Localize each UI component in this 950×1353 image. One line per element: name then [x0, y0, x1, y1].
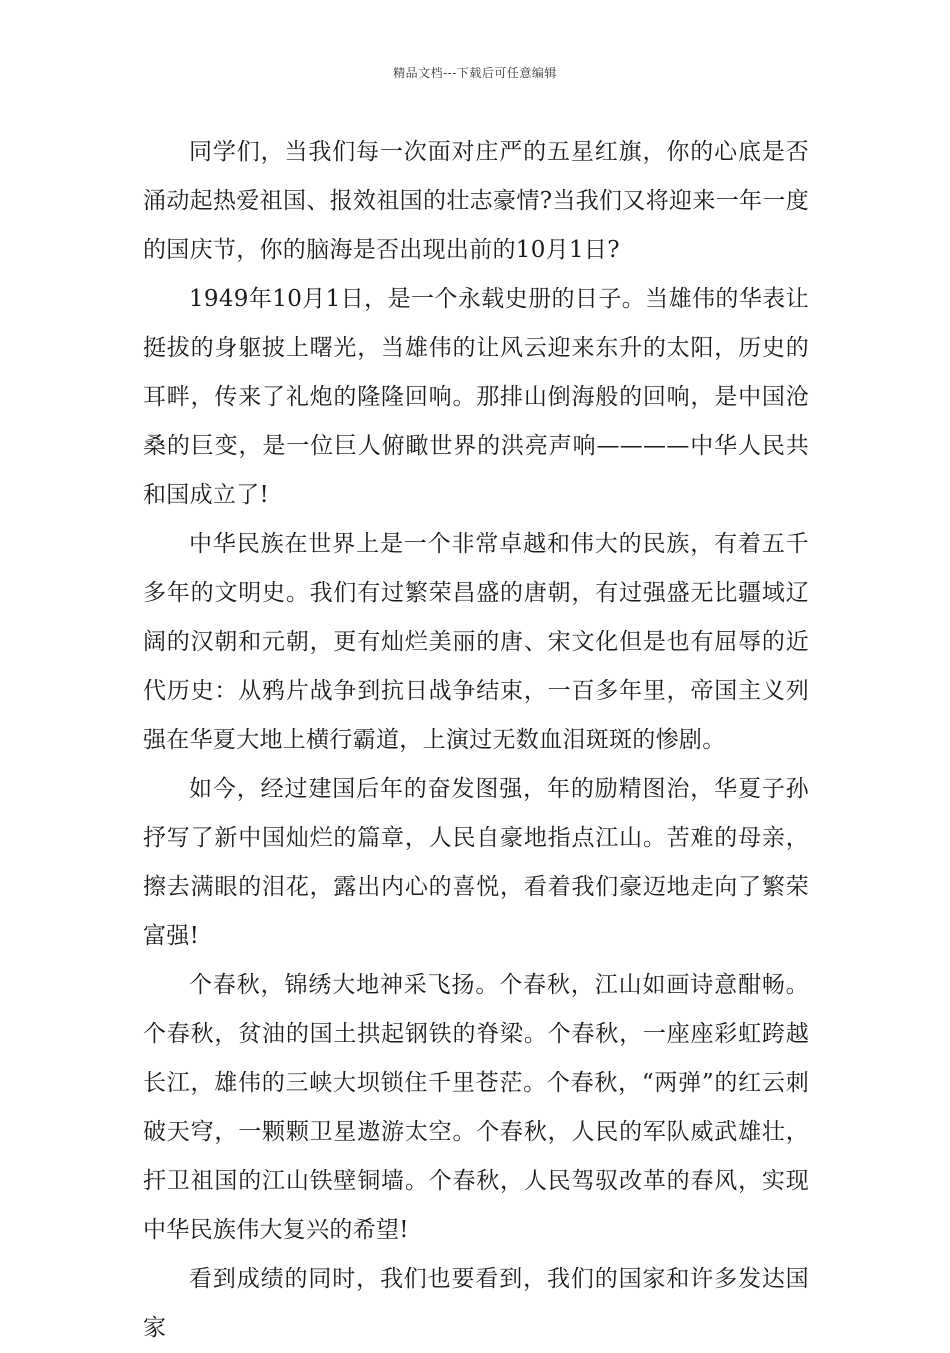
paragraph-1: 同学们，当我们每一次面对庄严的五星红旗，你的心底是否涌动起热爱祖国、报效祖国的壮志豪情?当我们又将迎来一年一度的国庆节，你的脑海是否出现出前的10月1日?: [143, 139, 809, 263]
paragraph-5: 个春秋，锦绣大地神采飞扬。个春秋，江山如画诗意酣畅。个春秋，贫油的国土拱起钢铁的脊梁。个春秋，一座座彩虹跨越长江，雄伟的三峡大坝锁住千里苍茫。个春秋，“两弹”的红云刺破天穹，一颗颗卫星遨游太空。个春秋，人民的军队威武雄壮，扞卫祖国的江山铁壁铜墙。个春秋，人民驾驭改革的春风，实现中华民族伟大复兴的希望!: [143, 972, 809, 1243]
page-header: 精品文档---下载后可任意编辑: [393, 66, 557, 80]
document-body: [143, 128, 809, 1353]
paragraph-2: 1949年10月1日，是一个永载史册的日子。当雄伟的华表让挺拔的身躯披上曙光，当雄伟的让风云迎来东升的太阳，历史的耳畔，传来了礼炮的隆隆回响。那排山倒海般的回响，是中国沧桑的巨变，是一位巨人俯瞰世界的洪亮声响————中华人民共和国成立了!: [143, 286, 809, 508]
paragraph-3: 中华民族在世界上是一个非常卓越和伟大的民族，有着五千多年的文明史。我们有过繁荣昌盛的唐朝，有过强盛无比疆域辽阔的汉朝和元朝，更有灿烂美丽的唐、宋文化但是也有屈辱的近代历史：从鸦片战争到抗日战争结束，一百多年里，帝国主义列强在华夏大地上横行霸道，上演过无数血泪斑斑的惨剧。: [143, 531, 809, 753]
paragraph-4: 如今，经过建国后年的奋发图强，年的励精图治，华夏子孙抒写了新中国灿烂的篇章，人民自豪地指点江山。苦难的母亲，擦去满眼的泪花，露出内心的喜悦，看着我们豪迈地走向了繁荣富强!: [143, 776, 809, 949]
paragraph-6: 看到成绩的同时，我们也要看到，我们的国家和许多发达国家: [143, 1266, 809, 1341]
